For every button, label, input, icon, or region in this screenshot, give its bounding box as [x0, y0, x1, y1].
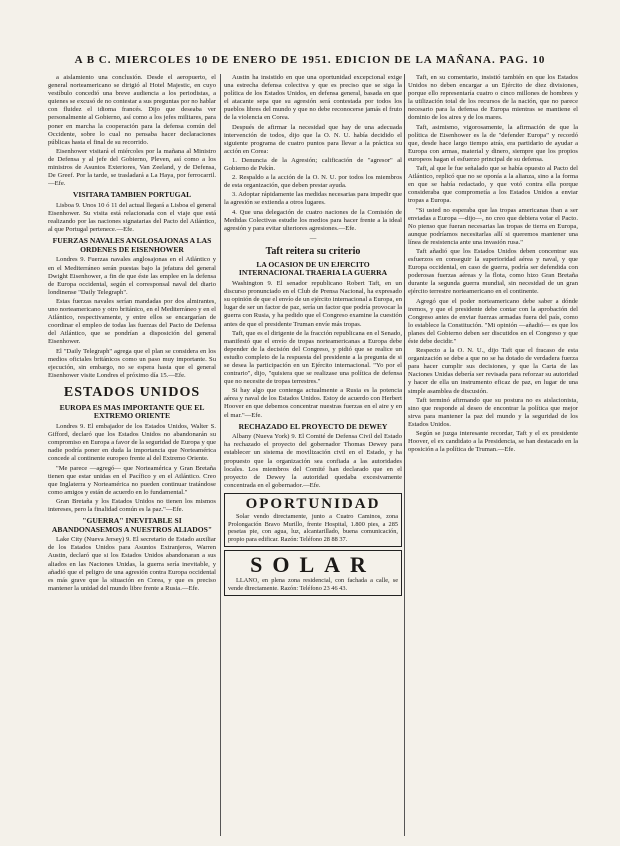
article-paragraph: Taft terminó afirmando que su postura no es aislacionista, sino que responde al deseo de encontrar la política que mejor sirva para mantener la paz del mundo y la seguridad de los Estados Unidos.: [408, 396, 578, 428]
section-heading: EUROPA ES MAS IMPORTANTE QUE EL EXTREMO ORIENTE: [59, 402, 205, 421]
column-center: [224, 74, 402, 836]
page-header: A B C. MIERCOLES 10 DE ENERO DE 1951. EDICION DE LA MAÑANA. PAG. 10: [74, 54, 546, 66]
article-paragraph: Gran Bretaña y los Estados Unidos no tienen los mismos intereses, pero la finalidad común es la paz."—Efe.: [48, 497, 216, 513]
column-right: [408, 74, 578, 836]
article-paragraph: 4. Que una delegación de cuatro naciones de la Comisión de Medidas Colectivas estudie los medios para hacer frente a la ideal agresión y para evitar ulteriores agresiones.—Efe.: [224, 208, 402, 232]
article-paragraph: Si hay algo que contenga actualmente a Rusia es la potencia aérea y naval de los Estados Unidos. Estoy de acuerdo con Herbert Hoover en que debemos concentrar nuestras fuerzas en el aire y en el mar."—Efe.: [224, 387, 402, 419]
ad-title: OPORTUNIDAD: [245, 495, 381, 512]
article-paragraph: "Me parece —agregó— que Norteamérica y Gran Bretaña tienen que estar unidas en el Pacífico y en el Atlántico. Creo que Inglaterra y Norteamérica no pueden continuar tratándose como amigos y están de acuerdo en lo fundamental.": [48, 464, 216, 496]
article-paragraph: 1. Denuncia de la Agresión; calificación de "agresor" al Gobierno de Pekín.: [224, 156, 402, 173]
column-rule: [220, 74, 221, 836]
article-paragraph: 3. Adoptar rápidamente las medidas necesarias para impedir que la agresión se extienda a otros lugares.: [224, 191, 402, 207]
section-heading: LA OCASION DE UN EJERCITO INTERNACIONAL TRAERIA LA GUERRA: [238, 259, 388, 278]
column-left: [48, 74, 216, 836]
article-paragraph: Estas fuerzas navales serían mandadas por dos almirantes, uno norteamericano y otro británico, en el Mediterráneo y en el Atlántico, respectivamente, y entre ellos se encargarían de coordinar el empleo de todas las fuerzas del Pacto de Defensa del Atlántico, que se pondrían a disposición del general Eisenhower.: [48, 297, 216, 346]
article-paragraph: Londres 9. Fuerzas navales anglosajonas en el Atlántico y en el Mediterráneo serán puestas bajo la jefatura del general Dwight Eisenhower, a fin de que éste las emplee en la defensa de Europa occidental, según el corresponsal naval del diario londinense "Daily Telegraph".: [48, 256, 216, 296]
article-paragraph: Taft, asimismo, vigorosamente, la afirmación de que la política de Eisenhower es la de "defender Europa" y recordó que, desde hace largo tiempo atrás, era partidario de ayudar a Europa con armas, material y dinero, siempre que los propios europeos hagan el esfuerzo principal de su defensa.: [408, 123, 578, 163]
article-paragraph: 2. Respaldo a la acción de la O. N. U. por todos los miembros de esta organización, que deben prestar ayuda.: [224, 174, 402, 190]
column-rule: [404, 74, 405, 836]
article-paragraph: "Si usted no esperaba que las tropas americanas iban a ser enviadas a Europa —dijo—, no creo que debiera votar el Pacto. No pienso que fueran necesarias las tropas de tierra en Europa, aunque podríamos necesitarlas allí si queremos mantener una línea de resistencia ante una invasión rusa.": [408, 206, 578, 246]
article-paragraph: Respecto a la O. N. U., dijo Taft que el fracaso de esta organización se debe a que no se ha dotado de verdadera fuerza para hacer cumplir sus decisiones, y que la Carta de las Naciones Unidas debería ser revisada para reforzar su autoridad y hacer de ella un instrumento eficaz de paz, en lugar de una simple asamblea de discusión.: [408, 347, 578, 395]
article-paragraph: Después de afirmar la necesidad que hay de una adecuada intervención de todos, dijo que la O. N. U. había decidido el siguiente programa de cuatro puntos para llevar a la práctica su acción en Corea:: [224, 123, 402, 155]
section-heading: Taft reitera su criterio: [265, 245, 361, 257]
article-paragraph: Taft, al que le fue señalado que se había opuesto al Pacto del Atlántico, replicó que no se oponía a la alianza, sino a la forma en que se había redactado, y que votó contra ella porque consideraba que comprometía a los Estados Unidos a enviar tropas a Europa.: [408, 165, 578, 205]
section-title: ESTADOS UNIDOS: [63, 384, 201, 400]
article-paragraph: Taft, en su comentario, insistió también en que los Estados Unidos no deben encargar a un Ejército de diez divisiones, porque ello representaría cuatro o cinco millones de hombres y la utilización total de los recursos de la nación, que no parece necesario para la defensa de Europa mientras se mantiene el dominio de los aires y de los mares.: [408, 74, 578, 122]
article-paragraph: Albany (Nueva York) 9. El Comité de Defensa Civil del Estado ha rechazado el proyecto del gobernador Thomas Dewey para establecer un sistema de movilización civil en el Estado, y ha propuesto que la organización sea confiada a las autoridades locales. Los miembros del Comité han declarado que en el proyecto de Dewey la autoridad quedaba excesivamente concentrada en el gobernador.—Efe.: [224, 433, 402, 489]
article-paragraph: Taft, que es el dirigente de la fracción republicana en el Senado, manifestó que el envío de tropas norteamericanas a Europa debe depender de la decisión del Congreso, y pidió que se realice un estudio completo de la respuesta del presidente a la pregunta de si se desea la participación en un Ejército internacional. "Yo por el contrario", dijo, "quisiera que se realizase una política de defensa que no necesite de tropas terrestres.": [224, 329, 402, 386]
article-paragraph: El "Daily Telegraph" agrega que el plan se considera en los medios oficiales británicos como un paso muy importante. Su ejecución, sin embargo, no se espera hasta que el general Eisenhower visite Londres el próximo día 15.—Efe.: [48, 347, 216, 379]
ad-title: SOLAR: [250, 552, 376, 578]
section-heading: RECHAZADO EL PROYECTO DE DEWEY: [238, 421, 388, 431]
section-heading: VISITARA TAMBIEN PORTUGAL: [72, 190, 192, 200]
ad-text: Solar vendo directamente, junto a Cuatro Caminos, zona Prolongación Bravo Murillo, frente Hospital, 1.800 pies, a 285 pesetas pie, con agua, luz, alcantarillado, buena comunicación, propio para edificar. Razón: Teléfono 28 88 37.: [228, 512, 398, 543]
article-paragraph: Austin ha insistido en que una oportunidad excepcional exige una estrecha defensa colectiva y que es preciso que se siga la política de los Estados Unidos, en defensa general, basada en que el atacante sepa que su agresión será contestada por todos los pueblos libres del mundo y que no debe reconocerse jamás el fruto de la violencia en Corea.: [224, 74, 402, 122]
classified-ad: [224, 550, 402, 596]
article-paragraph: Agregó que el poder norteamericano debe saber a dónde iremos, y que el presidente debe contar con la aprobación del Congreso antes de enviar fuerzas armadas fuera del país, como lo establece la Constitución. "Mi opinión —añadió— es que los planes del Gobierno deben ser discutidos en el Congreso y que éste debe decidir.": [408, 297, 578, 345]
article-paragraph: a aislamiento una conclusión. Desde el aeropuerto, el general norteamericano se dirigió al Hotel Majestic, en cuyo vestíbulo concedió una breve audiencia a los periodistas, a quienes se excusó de no contestar a sus preguntas por no hablar con fluidez el idioma francés. Dijo que deseaba ver personalmente al Gobierno, así como a los jefes militares, para poner en marcha la cooperación para la defensa común del Occidente, sobre lo cual no pensaba hacer declaraciones públicas hasta el final de su recorrido.: [48, 74, 216, 146]
article-paragraph: Lisboa 9. Unos 10 ó 11 del actual llegará a Lisboa el general Eisenhower. Su visita está relacionada con el viaje que está realizando por las naciones signatarias del Pacto del Atlántico, al que Portugal pertenece.—Efe.: [48, 201, 216, 234]
section-heading: FUERZAS NAVALES ANGLOSAJONAS A LAS ORDENES DE EISENHOWER: [52, 236, 212, 254]
article-paragraph: Londres 9. El embajador de los Estados Unidos, Walter S. Gifford, declaró que los Estados Unidos no abandonarán su compromiso en Europa a favor de la seguridad de Europa y que nadie podría poner en duda la importancia que Norteamérica concede al continente europeo frente al del Extremo Oriente.: [48, 423, 216, 463]
article-paragraph: Lake City (Nueva Jersey) 9. El secretario de Estado auxiliar de los Estados Unidos para Asuntos Extranjeros, Warren Austin, declaró que si los Estados Unidos abandonaran a sus aliados en las Naciones Unidas, la guerra sería inevitable, y añadió que el peligro de una agresión contra Europa occidental es más grave que la situación en Corea, y que es preciso mantener la unidad del mundo libre frente a Rusia.—Efe.: [48, 536, 216, 592]
section-heading: "GUERRA" INEVITABLE SI ABANDONASEMOS A NUESTROS ALIADOS": [51, 516, 213, 534]
article-paragraph: Taft añadió que los Estados Unidos deben concentrar sus esfuerzos en conseguir la superioridad aérea y naval, y que Europa occidental, en caso de guerra, podría ser defendida con poderosas fuerzas aéreas y la flota, como hizo Gran Bretaña durante la segunda guerra mundial, sin necesidad de un gran ejército terrestre norteamericano en el continente.: [408, 247, 578, 296]
ad-text: LLANO, en plena zona residencial, con fachada a calle, se vende directamente. Razón: Teléfono 23 46 43.: [228, 577, 398, 592]
article-paragraph: Washington 9. El senador republicano Robert Taft, en un discurso pronunciado en el Club de Prensa Nacional, ha expresado su opinión de que el envío de un ejército internacional a Europa, en lugar de ser un factor de paz, sería un factor que podría provocar la guerra con Rusia, y ha pedido que el Congreso examine la cuestión antes de que el presidente Truman envíe más tropas.: [224, 280, 402, 328]
classified-ad: [224, 493, 402, 547]
article-paragraph: Según se juzga interesante recordar, Taft y el ex presidente Hoover, el ex candidato a la Presidencia, se han destacado en la oposición a la política de Truman.—Efe.: [408, 430, 578, 454]
divider: —: [309, 234, 317, 242]
article-paragraph: Eisenhower visitará el miércoles por la mañana al Ministro de Defensa y al jefe del Gobierno, Pleven, así como a los ministros de Asuntos Exteriores, Van Zeeland, y de Defensa, De Greef. Por la tarde, se trasladará a La Haya, por ferrocarril.—Efe.: [48, 147, 216, 188]
